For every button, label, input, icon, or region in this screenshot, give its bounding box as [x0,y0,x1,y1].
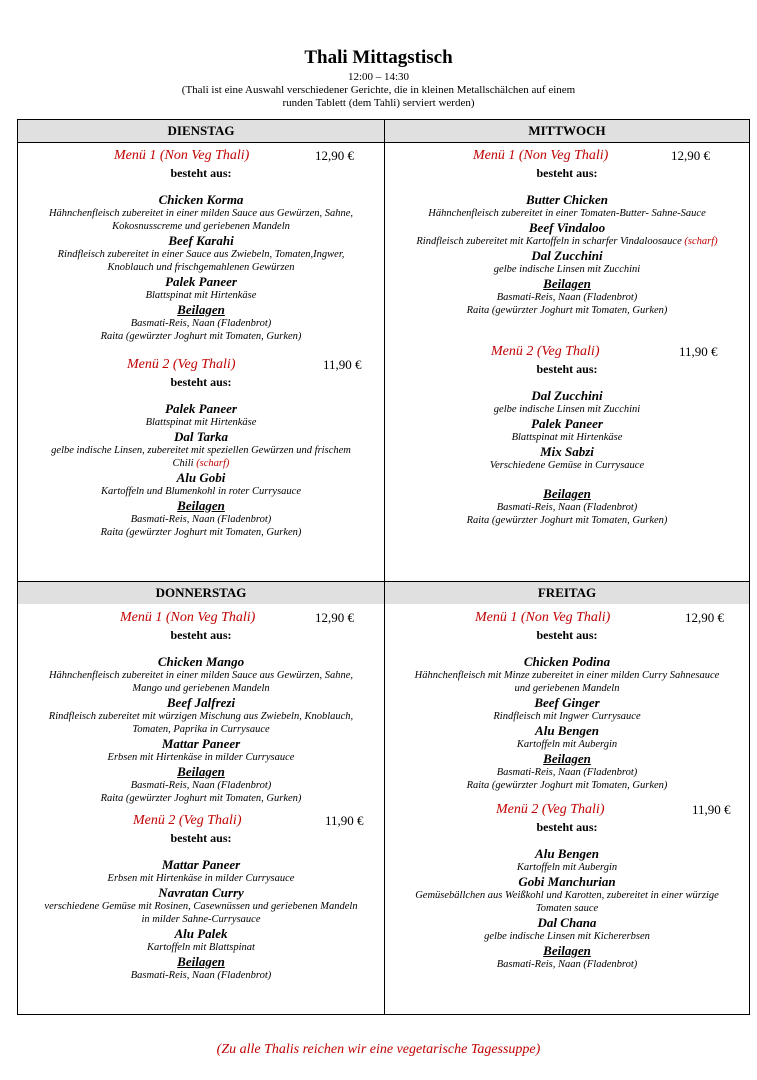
scharf-tag: (scharf) [684,236,718,247]
dish-desc [18,457,384,470]
beilagen-heading: Beilagen [543,276,591,291]
menu-line [385,344,749,362]
menu-line [385,148,749,166]
dish-desc: Tomaten, Paprika in Currysauce [132,724,270,735]
beilage-item: Basmati-Reis, Naan (Fladenbrot) [130,318,272,329]
menu-name: Menü 2 (Veg Thali) [127,357,236,372]
beilage-item: Basmati-Reis, Naan (Fladenbrot) [496,502,638,513]
dish-name: Beef Ginger [534,695,600,710]
dish-desc: Mango und geriebenen Mandeln [132,683,270,694]
menu-name: Menü 2 (Veg Thali) [496,802,605,817]
day-cell-dienstag [18,148,384,539]
besteht-label: besteht aus: [170,375,232,389]
menu-line [18,148,384,166]
day-header-freitag: FREITAG [385,582,749,604]
day-header-donnerstag: DONNERSTAG [18,582,384,604]
menu-price: 12,90 € [685,610,724,625]
dish-name: Mix Sabzi [540,444,594,459]
menu-price: 11,90 € [679,344,718,359]
dish-desc: Hähnchenfleisch zubereitet in einer Tomaten-Butter- Sahne-Sauce [428,208,706,219]
dish-desc: Gemüsebällchen aus Weißkohl und Karotten, zubereitet in einer würzige [415,890,719,901]
day-header-mittwoch: MITTWOCH [385,120,749,142]
menu-grid [17,119,750,1015]
beilagen-heading: Beilagen [177,302,225,317]
dish-name: Butter Chicken [526,192,608,207]
dish-desc: Erbsen mit Hirtenkäse in milder Currysauce [107,873,295,884]
menu-name: Menü 2 (Veg Thali) [133,813,242,828]
beilage-item: Raita (gewürzter Joghurt mit Tomaten, Gurken) [466,780,668,791]
menu-line [385,610,749,628]
day-header-dienstag: DIENSTAG [18,120,384,142]
menu-price: 11,90 € [692,802,731,817]
besteht-label: besteht aus: [170,166,232,180]
dish-desc: Hähnchenfleisch zubereitet in einer milden Sauce aus Gewürzen, Sahne, [48,670,354,681]
dish-name: Palek Paneer [165,274,237,289]
dish-desc: Kartoffeln mit Aubergin [516,739,618,750]
dish-name: Chicken Korma [158,192,244,207]
beilage-item: Raita (gewürzter Joghurt mit Tomaten, Gurken) [100,527,302,538]
dish-desc: Kokosnusscreme und geriebenen Mandeln [112,221,290,232]
dish-name: Chicken Mango [157,654,245,669]
beilagen-heading: Beilagen [543,943,591,958]
beilage-item: Basmati-Reis, Naan (Fladenbrot) [496,767,638,778]
menu-price: 12,90 € [315,610,354,625]
beilagen-heading: Beilagen [177,498,225,513]
menu-name: Menü 1 (Non Veg Thali) [114,148,250,163]
beilage-item: Basmati-Reis, Naan (Fladenbrot) [130,780,272,791]
dish-desc: Knoblauch und frischgemahlenen Gewürzen [107,262,295,273]
beilage-item: Basmati-Reis, Naan (Fladenbrot) [130,514,272,525]
menu-line [18,610,384,628]
menu-line [385,802,749,820]
dish-desc: Erbsen mit Hirtenkäse in milder Currysauce [107,752,295,763]
dish-desc: Blattspinat mit Hirtenkäse [511,432,623,443]
dish-name: Alu Bengen [535,723,599,738]
beilage-item: Basmati-Reis, Naan (Fladenbrot) [130,970,272,981]
dish-desc-text: Rindfleisch zubereitet mit Kartoffeln in scharfer Vindaloosauce [416,236,682,247]
menu-price: 11,90 € [323,357,362,372]
beilage-item: Raita (gewürzter Joghurt mit Tomaten, Gurken) [466,305,668,316]
dish-desc: Kartoffeln und Blumenkohl in roter Currysauce [101,486,301,497]
dish-desc: gelbe indische Linsen mit Kichererbsen [484,931,650,942]
dish-desc: Blattspinat mit Hirtenkäse [145,417,257,428]
dish-name: Navratan Curry [158,885,244,900]
dish-desc: Verschiedene Gemüse in Currysauce [489,460,645,471]
page-title: Thali Mittagstisch [304,47,453,68]
dish-desc-text: Chili [172,458,194,469]
dish-name: Dal Zucchini [531,248,603,263]
day-cell-donnerstag [18,610,384,982]
dish-name: Dal Zucchini [531,388,603,403]
dish-name: Dal Tarka [173,429,229,444]
dish-name: Mattar Paneer [161,857,241,872]
intro-note-line: runden Tablett (dem Tahli) serviert werden) [282,97,475,109]
dish-desc: verschiedene Gemüse mit Rosinen, Casewnüssen und geriebenen Mandeln [44,901,358,912]
beilagen-heading: Beilagen [177,954,225,969]
dish-desc: Rindfleisch mit Ingwer Currysauce [493,711,641,722]
dish-desc: Hähnchenfleisch mit Minze zubereitet in einer milden Curry Sahnesauce [414,670,720,681]
besteht-label: besteht aus: [536,628,598,642]
menu-price: 12,90 € [671,148,710,163]
menu-name: Menü 1 (Non Veg Thali) [473,148,609,163]
menu-price: 11,90 € [325,813,364,828]
dish-desc: Kartoffeln mit Blattspinat [147,942,255,953]
service-time: 12:00 – 14:30 [347,71,410,83]
dish-desc: gelbe indische Linsen mit Zucchini [493,264,641,275]
dish-name: Beef Karahi [168,233,234,248]
beilagen-heading: Beilagen [543,486,591,501]
dish-name: Chicken Podina [523,654,611,669]
menu-name: Menü 1 (Non Veg Thali) [120,610,256,625]
menu-price: 12,90 € [315,148,354,163]
day-cell-freitag [385,610,749,971]
dish-desc [385,235,749,248]
beilagen-heading: Beilagen [177,764,225,779]
dish-desc: in milder Sahne-Currysauce [141,914,261,925]
row-divider [18,142,749,143]
dish-name: Beef Jalfrezi [166,695,236,710]
menu-line [18,813,384,831]
dish-desc: Blattspinat mit Hirtenkäse [145,290,257,301]
dish-name: Alu Bengen [535,846,599,861]
dish-desc: Tomaten sauce [535,903,599,914]
besteht-label: besteht aus: [536,362,598,376]
soup-note: (Zu alle Thalis reichen wir eine vegetarische Tagessuppe) [216,1042,541,1057]
menu-line [18,357,384,375]
besteht-label: besteht aus: [170,628,232,642]
dish-name: Mattar Paneer [161,736,241,751]
dish-name: Palek Paneer [531,416,603,431]
dish-desc: und geriebenen Mandeln [514,683,620,694]
dish-desc: Rindfleisch zubereitet mit würzigen Mischung aus Zwiebeln, Knoblauch, [48,711,354,722]
scharf-tag: (scharf) [196,458,230,469]
dish-desc: Kartoffeln mit Aubergin [516,862,618,873]
beilage-item: Basmati-Reis, Naan (Fladenbrot) [496,292,638,303]
dish-desc: Rindfleisch zubereitet in einer Sauce aus Zwiebeln, Tomaten,Ingwer, [57,249,345,260]
day-cell-mittwoch [385,148,749,527]
besteht-label: besteht aus: [536,166,598,180]
beilage-item: Raita (gewürzter Joghurt mit Tomaten, Gurken) [100,331,302,342]
menu-name: Menü 1 (Non Veg Thali) [475,610,611,625]
beilagen-heading: Beilagen [543,751,591,766]
beilage-item: Basmati-Reis, Naan (Fladenbrot) [496,959,638,970]
dish-name: Alu Gobi [176,470,226,485]
intro-note-line: (Thali ist eine Auswahl verschiedener Gerichte, die in kleinen Metallschälchen auf einem [181,84,576,96]
beilage-item: Raita (gewürzter Joghurt mit Tomaten, Gurken) [100,793,302,804]
menu-name: Menü 2 (Veg Thali) [491,344,600,359]
dish-name: Dal Chana [537,915,597,930]
dish-name: Alu Palek [174,926,228,941]
dish-name: Beef Vindaloo [528,220,606,235]
besteht-label: besteht aus: [536,820,598,834]
dish-desc: gelbe indische Linsen, zubereitet mit speziellen Gewürzen und frischem [51,445,351,456]
intro-note [0,84,757,110]
beilage-item: Raita (gewürzter Joghurt mit Tomaten, Gurken) [466,515,668,526]
dish-name: Palek Paneer [165,401,237,416]
besteht-label: besteht aus: [170,831,232,845]
dish-name: Gobi Manchurian [518,874,616,889]
dish-desc: gelbe indische Linsen mit Zucchini [493,404,641,415]
dish-desc: Hähnchenfleisch zubereitet in einer milden Sauce aus Gewürzen, Sahne, [48,208,354,219]
